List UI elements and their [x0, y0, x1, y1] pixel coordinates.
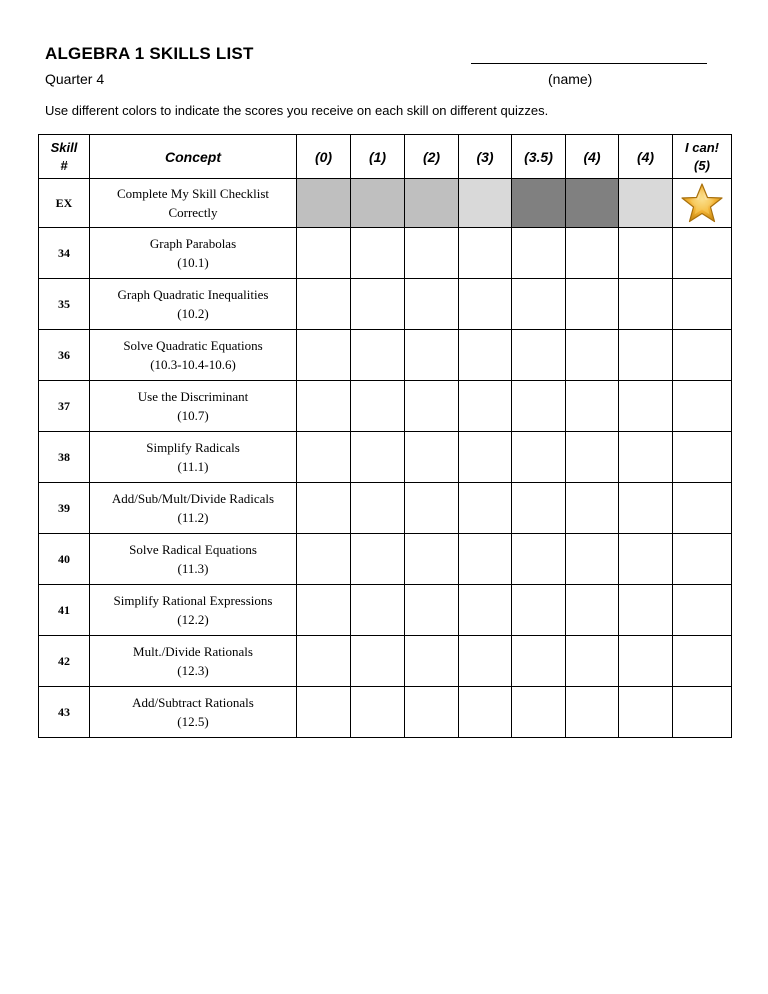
score-cell[interactable] — [512, 432, 566, 483]
score-cell[interactable] — [566, 432, 619, 483]
score-cell[interactable] — [351, 687, 405, 738]
skill-number-header — [39, 135, 90, 179]
skill-concept — [90, 534, 297, 585]
ican-cell[interactable] — [673, 228, 732, 279]
skill-concept-name: Simplify Rational Expressions — [113, 593, 273, 608]
skill-concept-name: Mult./Divide Rationals — [133, 644, 253, 659]
score-cell[interactable] — [566, 381, 619, 432]
score-cell[interactable] — [297, 330, 351, 381]
skill-concept-section: (10.7) — [177, 408, 209, 423]
score-cell[interactable] — [619, 432, 673, 483]
score-cell[interactable] — [351, 279, 405, 330]
score-cell[interactable] — [459, 534, 512, 585]
score-header-4b: (4) — [619, 135, 673, 179]
ican-cell[interactable] — [673, 534, 732, 585]
name-label: (name) — [548, 71, 593, 87]
ican-cell[interactable] — [673, 381, 732, 432]
skill-number: 36 — [39, 330, 90, 381]
skill-number: 38 — [39, 432, 90, 483]
score-cell[interactable] — [512, 228, 566, 279]
score-cell[interactable] — [351, 381, 405, 432]
ican-header-line2: (5) — [694, 157, 710, 173]
skill-row — [39, 636, 732, 687]
score-cell[interactable] — [297, 279, 351, 330]
ican-cell[interactable] — [673, 330, 732, 381]
skill-number: 40 — [39, 534, 90, 585]
skill-row — [39, 228, 732, 279]
skill-concept-section: (10.2) — [177, 306, 209, 321]
score-cell[interactable] — [619, 687, 673, 738]
score-cell[interactable] — [297, 534, 351, 585]
example-concept — [90, 179, 297, 228]
score-cell[interactable] — [512, 636, 566, 687]
score-cell[interactable] — [512, 534, 566, 585]
gold-star-icon — [680, 182, 724, 224]
score-header-3-5: (3.5) — [512, 135, 566, 179]
skill-concept-section: (10.1) — [177, 255, 209, 270]
score-cell[interactable] — [351, 228, 405, 279]
example-concept-line1: Complete My Skill Checklist — [116, 186, 270, 201]
score-cell[interactable] — [619, 483, 673, 534]
score-cell[interactable] — [459, 381, 512, 432]
score-cell[interactable] — [512, 483, 566, 534]
score-cell[interactable] — [512, 279, 566, 330]
score-cell[interactable] — [566, 687, 619, 738]
skill-concept-section: (11.1) — [177, 459, 209, 474]
skill-row — [39, 330, 732, 381]
score-cell[interactable] — [297, 636, 351, 687]
score-header-1: (1) — [351, 135, 405, 179]
score-cell[interactable] — [351, 432, 405, 483]
score-cell[interactable] — [566, 330, 619, 381]
score-header-2: (2) — [405, 135, 459, 179]
example-score-cell — [459, 179, 512, 228]
score-cell[interactable] — [619, 534, 673, 585]
score-cell[interactable] — [512, 585, 566, 636]
ican-header — [673, 135, 732, 179]
score-cell[interactable] — [459, 330, 512, 381]
score-cell[interactable] — [297, 687, 351, 738]
score-cell[interactable] — [405, 687, 459, 738]
score-cell[interactable] — [405, 534, 459, 585]
skill-row — [39, 483, 732, 534]
skill-concept-name: Graph Parabolas — [149, 236, 237, 251]
score-cell[interactable] — [512, 330, 566, 381]
ican-cell[interactable] — [673, 483, 732, 534]
score-cell[interactable] — [297, 483, 351, 534]
skill-number: 37 — [39, 381, 90, 432]
score-header-3: (3) — [459, 135, 512, 179]
skill-concept-section: (12.3) — [177, 663, 209, 678]
score-cell[interactable] — [459, 279, 512, 330]
example-score-cell — [351, 179, 405, 228]
skill-number: 39 — [39, 483, 90, 534]
worksheet-title: ALGEBRA 1 SKILLS LIST — [45, 44, 254, 63]
example-score-cell — [619, 179, 673, 228]
score-cell[interactable] — [405, 483, 459, 534]
skill-concept-section: (11.2) — [177, 510, 209, 525]
skill-row — [39, 381, 732, 432]
ican-cell[interactable] — [673, 279, 732, 330]
score-cell[interactable] — [405, 585, 459, 636]
skill-concept — [90, 483, 297, 534]
score-cell[interactable] — [405, 432, 459, 483]
score-cell[interactable] — [351, 636, 405, 687]
header-row — [39, 135, 732, 179]
skill-number: 35 — [39, 279, 90, 330]
score-cell[interactable] — [619, 636, 673, 687]
score-cell[interactable] — [566, 636, 619, 687]
example-ican-cell — [673, 179, 732, 228]
ican-cell[interactable] — [673, 687, 732, 738]
skills-table — [38, 134, 732, 738]
example-row — [39, 179, 732, 228]
skill-concept — [90, 585, 297, 636]
skill-concept-name: Solve Radical Equations — [129, 542, 257, 557]
score-cell[interactable] — [351, 585, 405, 636]
score-cell[interactable] — [619, 228, 673, 279]
instructions: Use different colors to indicate the scores you receive on each skill on different quizzes. — [45, 103, 549, 118]
score-cell[interactable] — [459, 483, 512, 534]
skill-number: 42 — [39, 636, 90, 687]
skill-header-line2: # — [60, 157, 68, 173]
score-cell[interactable] — [459, 636, 512, 687]
skill-concept-name: Add/Subtract Rationals — [132, 695, 254, 710]
skill-concept — [90, 687, 297, 738]
skill-concept-section: (11.3) — [177, 561, 209, 576]
skill-number: 34 — [39, 228, 90, 279]
skill-row — [39, 534, 732, 585]
concept-header: Concept — [90, 135, 297, 179]
score-cell[interactable] — [405, 279, 459, 330]
score-cell[interactable] — [459, 228, 512, 279]
example-score-cell — [297, 179, 351, 228]
ican-header-line1: I can! — [685, 139, 719, 155]
quarter-label: Quarter 4 — [45, 71, 105, 87]
score-cell[interactable] — [351, 534, 405, 585]
score-cell[interactable] — [512, 381, 566, 432]
ican-cell[interactable] — [673, 585, 732, 636]
score-cell[interactable] — [297, 432, 351, 483]
score-header-4a: (4) — [566, 135, 619, 179]
skill-concept-name: Simplify Radicals — [146, 440, 240, 455]
skill-concept — [90, 279, 297, 330]
score-cell[interactable] — [405, 381, 459, 432]
score-cell[interactable] — [619, 330, 673, 381]
skill-concept-name: Solve Quadratic Equations — [123, 338, 263, 353]
name-line[interactable] — [471, 63, 707, 64]
skill-concept — [90, 636, 297, 687]
skill-concept-name: Add/Sub/Mult/Divide Radicals — [111, 491, 275, 506]
skill-concept-section: (12.2) — [177, 612, 209, 627]
ican-cell[interactable] — [673, 432, 732, 483]
score-cell[interactable] — [297, 228, 351, 279]
skill-concept-name: Use the Discriminant — [137, 389, 249, 404]
score-cell[interactable] — [566, 228, 619, 279]
score-cell[interactable] — [459, 585, 512, 636]
example-score-cell — [512, 179, 566, 228]
skill-number: 43 — [39, 687, 90, 738]
score-header-0: (0) — [297, 135, 351, 179]
score-cell[interactable] — [459, 687, 512, 738]
skill-concept — [90, 381, 297, 432]
skill-concept-name: Graph Quadratic Inequalities — [117, 287, 269, 302]
score-cell[interactable] — [297, 381, 351, 432]
score-cell[interactable] — [566, 534, 619, 585]
score-cell[interactable] — [297, 585, 351, 636]
skill-concept-section: (10.3-10.4-10.6) — [150, 357, 236, 372]
score-cell[interactable] — [351, 330, 405, 381]
score-cell[interactable] — [512, 687, 566, 738]
score-cell[interactable] — [619, 279, 673, 330]
skill-row — [39, 432, 732, 483]
example-concept-line2: Correctly — [168, 205, 218, 220]
score-cell[interactable] — [405, 330, 459, 381]
skill-concept — [90, 432, 297, 483]
skill-header-line1: Skill — [50, 139, 78, 155]
skill-row — [39, 279, 732, 330]
score-cell[interactable] — [459, 432, 512, 483]
example-number: EX — [39, 179, 90, 228]
score-cell[interactable] — [566, 585, 619, 636]
example-score-cell — [405, 179, 459, 228]
example-score-cell — [566, 179, 619, 228]
skill-row — [39, 585, 732, 636]
score-cell[interactable] — [405, 228, 459, 279]
skill-concept — [90, 330, 297, 381]
skill-number: 41 — [39, 585, 90, 636]
score-cell[interactable] — [619, 585, 673, 636]
ican-cell[interactable] — [673, 636, 732, 687]
score-cell[interactable] — [619, 381, 673, 432]
score-cell[interactable] — [566, 279, 619, 330]
score-cell[interactable] — [351, 483, 405, 534]
score-cell[interactable] — [566, 483, 619, 534]
score-cell[interactable] — [405, 636, 459, 687]
skill-row — [39, 687, 732, 738]
skill-concept-section: (12.5) — [177, 714, 209, 729]
skill-concept — [90, 228, 297, 279]
